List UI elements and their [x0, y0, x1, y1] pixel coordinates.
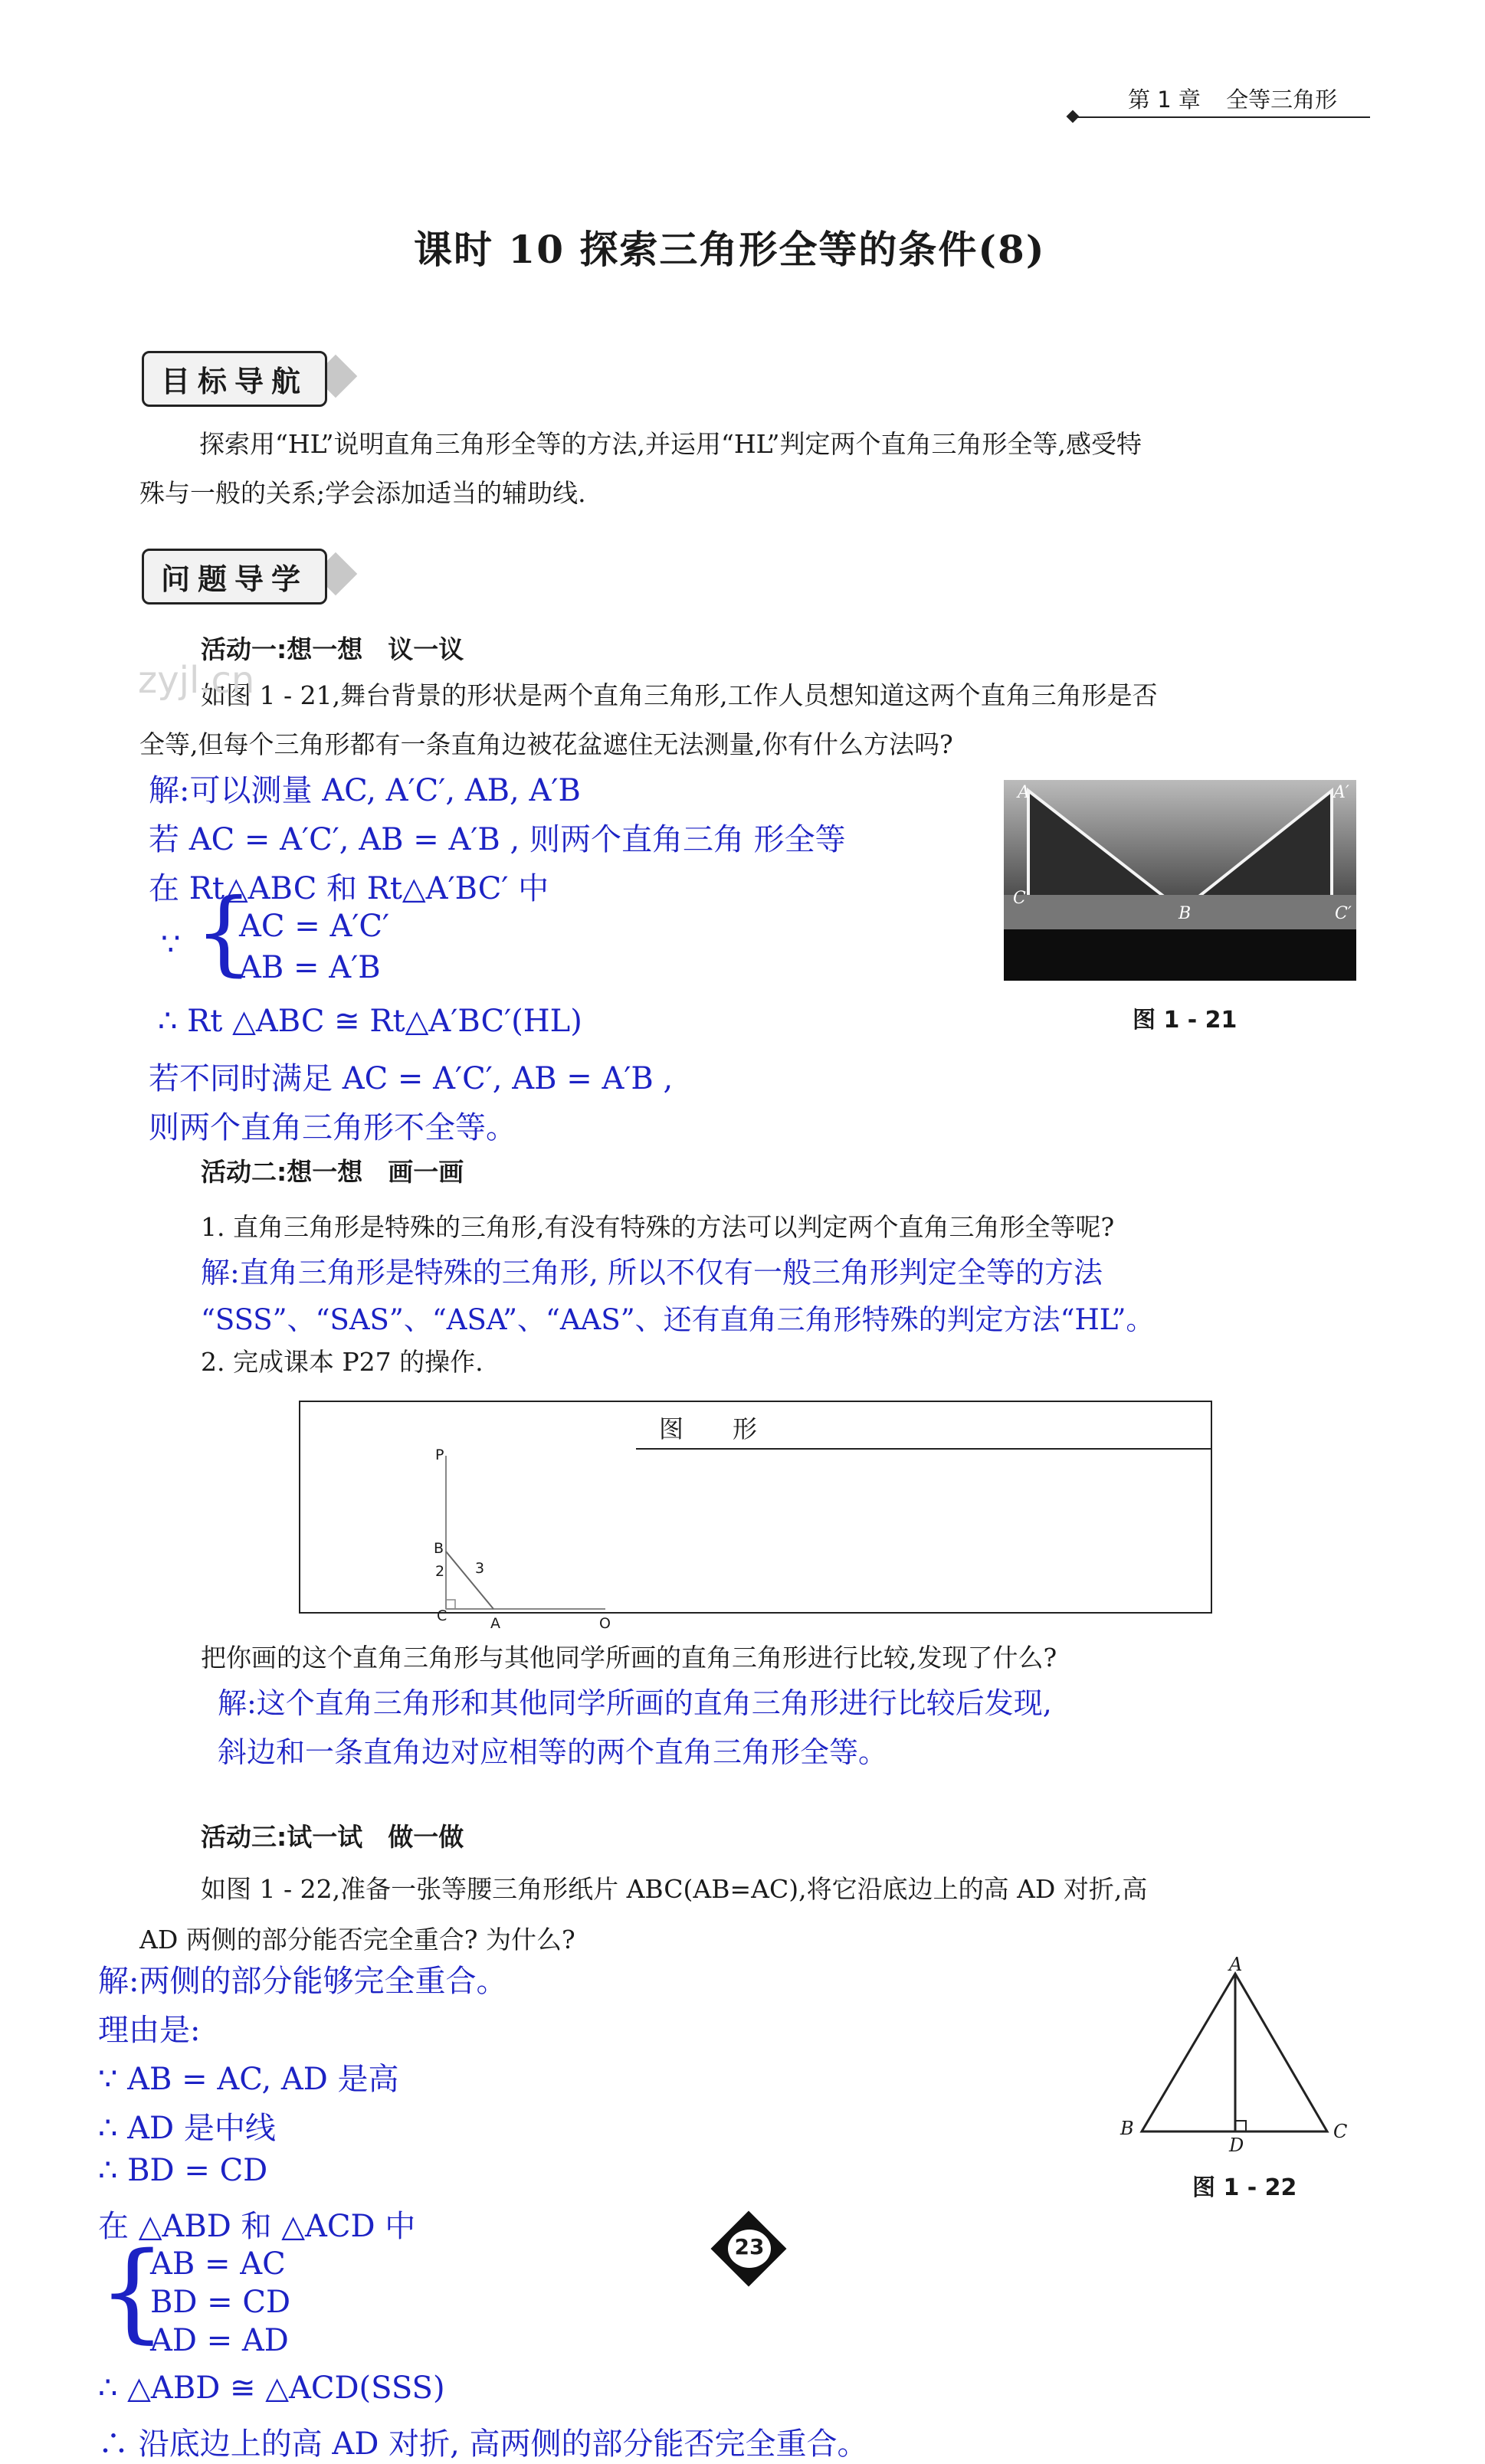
figure-1-21-caption: 图 1 - 21 — [1133, 1007, 1238, 1034]
activity3-answer-10: ∴ △ABD ≅ △ACD(SSS) — [98, 2371, 445, 2406]
photo-label-c: C — [1013, 889, 1026, 908]
activity1-answer-4: AC = A′C′ — [239, 909, 390, 944]
activity3-answer-4: ∴ AD 是中线 — [98, 2111, 276, 2146]
photo-label-a-prime: A′ — [1333, 783, 1349, 802]
section-problem-study: 问题导学 — [142, 549, 327, 605]
activity1-answer-7: 若不同时满足 AC = A′C′, AB = A′B , — [149, 1061, 674, 1096]
header-chapter: 第 1 章 — [1128, 87, 1201, 113]
activity2-compare-a-2: 斜边和一条直角边对应相等的两个直角三角形全等。 — [218, 1735, 888, 1769]
activity1-answer-5: AB = A′B — [239, 950, 381, 985]
because-symbol: ∵ — [161, 927, 181, 962]
drawing-label-p: P — [435, 1447, 444, 1463]
activity3-answer-11: ∴ 沿底边上的高 AD 对折, 高两侧的部分能否完全重合。 — [98, 2426, 868, 2462]
section-goal-nav: 目标导航 — [142, 351, 327, 407]
activity2-a1-line-2: “SSS”、“SAS”、“ASA”、“AAS”、还有直角三角形特殊的判定方法“HL”。 — [201, 1303, 1155, 1336]
activity3-answer-9: AD = AD — [150, 2323, 289, 2358]
goal-line-1: 探索用“HL”说明直角三角形全等的方法,并运用“HL”判定两个直角三角形全等,感受特 — [199, 429, 1142, 459]
activity3-answer-3: ∵ AB = AC, AD 是高 — [98, 2062, 399, 2097]
photo-label-c-prime: C′ — [1335, 904, 1352, 923]
activity1-answer-3: 在 Rt△ABC 和 Rt△A′BC′ 中 — [149, 871, 549, 906]
watermark: zyjl.cn — [138, 659, 255, 702]
right-triangle-drawing — [429, 1448, 628, 1620]
lesson-title: 课时 10 探索三角形全等的条件(8) — [414, 227, 1046, 272]
activity1-answer-2: 若 AC = A′C′, AB = A′B , 则两个直角三角 形全等 — [149, 822, 846, 857]
photo-label-a: A — [1018, 783, 1030, 802]
activity1-answer-8: 则两个直角三角形不全等。 — [149, 1110, 516, 1145]
activity3-answer-2: 理由是: — [98, 2013, 201, 2048]
table-header: 图 形 — [659, 1414, 758, 1443]
activity2-compare-a-1: 解:这个直角三角形和其他同学所画的直角三角形进行比较后发现, — [218, 1686, 1052, 1720]
drawing-label-2: 2 — [435, 1563, 445, 1580]
activity2-q1: 1. 直角三角形是特殊的三角形,有没有特殊的方法可以判定两个直角三角形全等呢? — [201, 1212, 1115, 1242]
figure-1-22-caption: 图 1 - 22 — [1192, 2174, 1297, 2201]
drawing-label-c: C — [437, 1607, 447, 1624]
activity2-a1-line-1: 解:直角三角形是特殊的三角形, 所以不仅有一般三角形判定全等的方法 — [201, 1256, 1103, 1289]
activity3-answer-7: AB = AC — [150, 2246, 286, 2282]
activity2-title: 活动二:想一想 画一画 — [201, 1157, 464, 1187]
activity3-question-2: AD 两侧的部分能否完全重合? 为什么? — [139, 1925, 575, 1954]
system-brace-2: { — [98, 2230, 167, 2354]
system-brace: { — [195, 880, 254, 986]
activity1-question-1: 如图 1 - 21,舞台背景的形状是两个直角三角形,工作人员想知道这两个直角三角形是否 — [201, 680, 1158, 710]
activity1-title: 活动一:想一想 议一议 — [201, 634, 464, 664]
activity3-answer-1: 解:两侧的部分能够完全重合。 — [98, 1964, 507, 1999]
activity1-answer-1: 解:可以测量 AC, A′C′, AB, A′B — [149, 773, 581, 808]
activity3-question-1: 如图 1 - 22,准备一张等腰三角形纸片 ABC(AB=AC),将它沿底边上的高 AD 对折,高 — [201, 1874, 1148, 1904]
drawing-label-a: A — [490, 1615, 500, 1632]
drawing-label-o: O — [599, 1615, 611, 1632]
activity3-answer-5: ∴ BD = CD — [98, 2153, 268, 2188]
activity1-question-2: 全等,但每个三角形都有一条直角边被花盆遮住无法测量,你有什么方法吗? — [139, 729, 953, 759]
isosceles-triangle — [1119, 1969, 1349, 2145]
photo-label-b: B — [1178, 904, 1192, 923]
running-header — [1128, 83, 1337, 114]
activity2-compare-q: 把你画的这个直角三角形与其他同学所画的直角三角形进行比较,发现了什么? — [201, 1643, 1057, 1673]
activity2-q2: 2. 完成课本 P27 的操作. — [201, 1347, 484, 1377]
activity3-title: 活动三:试一试 做一做 — [201, 1822, 464, 1852]
triangle-label-d: D — [1229, 2135, 1244, 2156]
page-number: 23 — [734, 2234, 765, 2259]
triangle-label-c: C — [1333, 2121, 1348, 2142]
activity3-answer-6: 在 △ABD 和 △ACD 中 — [98, 2209, 416, 2244]
drawing-label-b: B — [434, 1540, 444, 1557]
activity1-answer-6: ∴ Rt △ABC ≅ Rt△A′BC′(HL) — [158, 1004, 582, 1039]
triangle-label-a: A — [1229, 1954, 1243, 1975]
header-chapter-title: 全等三角形 — [1226, 87, 1338, 113]
header-diamond-icon — [1067, 110, 1080, 123]
goal-line-2: 殊与一般的关系;学会添加适当的辅助线. — [139, 478, 586, 508]
stage-photo — [1004, 780, 1356, 981]
activity3-answer-8: BD = CD — [150, 2285, 291, 2320]
drawing-label-3: 3 — [475, 1560, 485, 1577]
triangle-label-b: B — [1120, 2118, 1134, 2139]
header-rule — [1071, 116, 1370, 118]
